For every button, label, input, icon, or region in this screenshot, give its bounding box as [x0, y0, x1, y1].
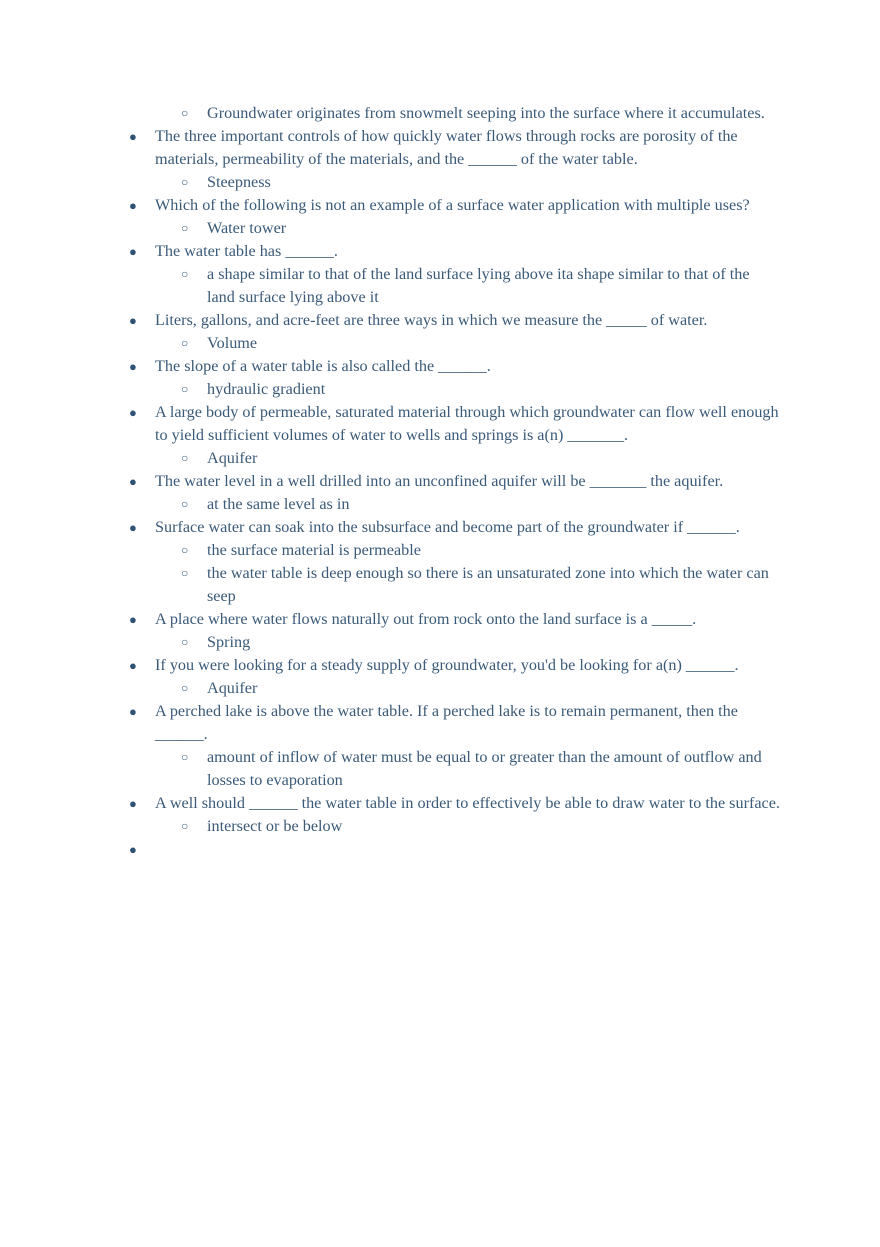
filled-bullet-icon: ●: [129, 129, 137, 144]
hollow-bullet-icon: ○: [181, 566, 189, 580]
hollow-bullet-icon: ○: [181, 451, 189, 465]
filled-bullet-icon: ●: [129, 198, 137, 213]
filled-bullet-icon: ●: [129, 842, 137, 857]
list-item-text: the surface material is permeable: [207, 541, 421, 559]
list-item-text: Spring: [207, 633, 251, 651]
document-page: [0, 102, 880, 861]
sub-list-item: [0, 171, 880, 194]
filled-bullet-icon: ●: [129, 359, 137, 374]
filled-bullet-icon: ●: [129, 520, 137, 535]
list-item: [0, 608, 880, 631]
hollow-bullet-icon: ○: [181, 819, 189, 833]
hollow-bullet-icon: ○: [181, 635, 189, 649]
list-item-text: amount of inflow of water must be equal to or greater than the amount of outflow and losses to evaporation: [207, 748, 762, 789]
list-item: [0, 194, 880, 217]
list-item-text: Groundwater originates from snowmelt seeping into the surface where it accumulates.: [207, 104, 765, 122]
hollow-bullet-icon: ○: [181, 221, 189, 235]
sub-list-item: [0, 493, 880, 516]
filled-bullet-icon: ●: [129, 658, 137, 673]
list-item: [0, 792, 880, 815]
list-item-text: Aquifer: [207, 679, 258, 697]
list-item-text: A large body of permeable, saturated material through which groundwater can flow well enough to yield sufficient volumes of water to wells and springs is a(n) _______.: [155, 403, 779, 444]
sub-list-item: [0, 378, 880, 401]
filled-bullet-icon: ●: [129, 405, 137, 420]
list-item: [0, 654, 880, 677]
list-item-text: If you were looking for a steady supply of groundwater, you'd be looking for a(n) ______.: [155, 656, 739, 674]
list-item-text: The water level in a well drilled into an unconfined aquifer will be _______ the aquifer.: [155, 472, 724, 490]
list-item-text: hydraulic gradient: [207, 380, 326, 398]
list-item: [0, 240, 880, 263]
sub-list-item: [0, 263, 880, 309]
list-item-text: The three important controls of how quickly water flows through rocks are porosity of the materials, permeability of the materials, and the ______ of the water table.: [155, 127, 738, 168]
list-item-text: Aquifer: [207, 449, 258, 467]
sub-list-item: [0, 815, 880, 838]
hollow-bullet-icon: ○: [181, 382, 189, 396]
hollow-bullet-icon: ○: [181, 106, 189, 120]
list-item-text: A well should ______ the water table in order to effectively be able to draw water to the surface.: [155, 794, 780, 812]
list-item-text: Surface water can soak into the subsurface and become part of the groundwater if ______.: [155, 518, 740, 536]
hollow-bullet-icon: ○: [181, 497, 189, 511]
list-item-text: Which of the following is not an example of a surface water application with multiple uses?: [155, 196, 750, 214]
filled-bullet-icon: ●: [129, 313, 137, 328]
sub-list-item: [0, 562, 880, 608]
sub-list-item: [0, 631, 880, 654]
hollow-bullet-icon: ○: [181, 267, 189, 281]
sub-list-item: [0, 539, 880, 562]
list-item: [0, 355, 880, 378]
list-item-text: at the same level as in: [207, 495, 350, 513]
sub-list-item: [0, 447, 880, 470]
sub-list-item: [0, 102, 880, 125]
hollow-bullet-icon: ○: [181, 543, 189, 557]
hollow-bullet-icon: ○: [181, 175, 189, 189]
sub-list-item: [0, 332, 880, 355]
filled-bullet-icon: ●: [129, 704, 137, 719]
sub-list-item: [0, 677, 880, 700]
hollow-bullet-icon: ○: [181, 681, 189, 695]
list-item-text: The water table has ______.: [155, 242, 338, 260]
hollow-bullet-icon: ○: [181, 336, 189, 350]
list-item-text: A perched lake is above the water table. If a perched lake is to remain permanent, then the ______.: [155, 702, 738, 743]
hollow-bullet-icon: ○: [181, 750, 189, 764]
list-item-text: Steepness: [207, 173, 271, 191]
list-item: [0, 470, 880, 493]
list-item: [0, 516, 880, 539]
filled-bullet-icon: ●: [129, 474, 137, 489]
list-item-text: Liters, gallons, and acre-feet are three ways in which we measure the _____ of water.: [155, 311, 708, 329]
list-item-text: intersect or be below: [207, 817, 343, 835]
list-item-text: Water tower: [207, 219, 287, 237]
sub-list-item: [0, 746, 880, 792]
list-item-text: the water table is deep enough so there is an unsaturated zone into which the water can seep: [207, 564, 769, 605]
filled-bullet-icon: ●: [129, 612, 137, 627]
filled-bullet-icon: ●: [129, 244, 137, 259]
list-item-empty: [0, 838, 880, 861]
list-item: [0, 309, 880, 332]
list-item-text: A place where water flows naturally out from rock onto the land surface is a _____.: [155, 610, 697, 628]
sub-list-item: [0, 217, 880, 240]
list-item-text: The slope of a water table is also called the ______.: [155, 357, 491, 375]
list-item: [0, 401, 880, 447]
list-item: [0, 700, 880, 746]
filled-bullet-icon: ●: [129, 796, 137, 811]
list-item-text: Volume: [207, 334, 258, 352]
list-item-text: a shape similar to that of the land surface lying above ita shape similar to that of the land surface lying above it: [207, 265, 750, 306]
list-item: [0, 125, 880, 171]
